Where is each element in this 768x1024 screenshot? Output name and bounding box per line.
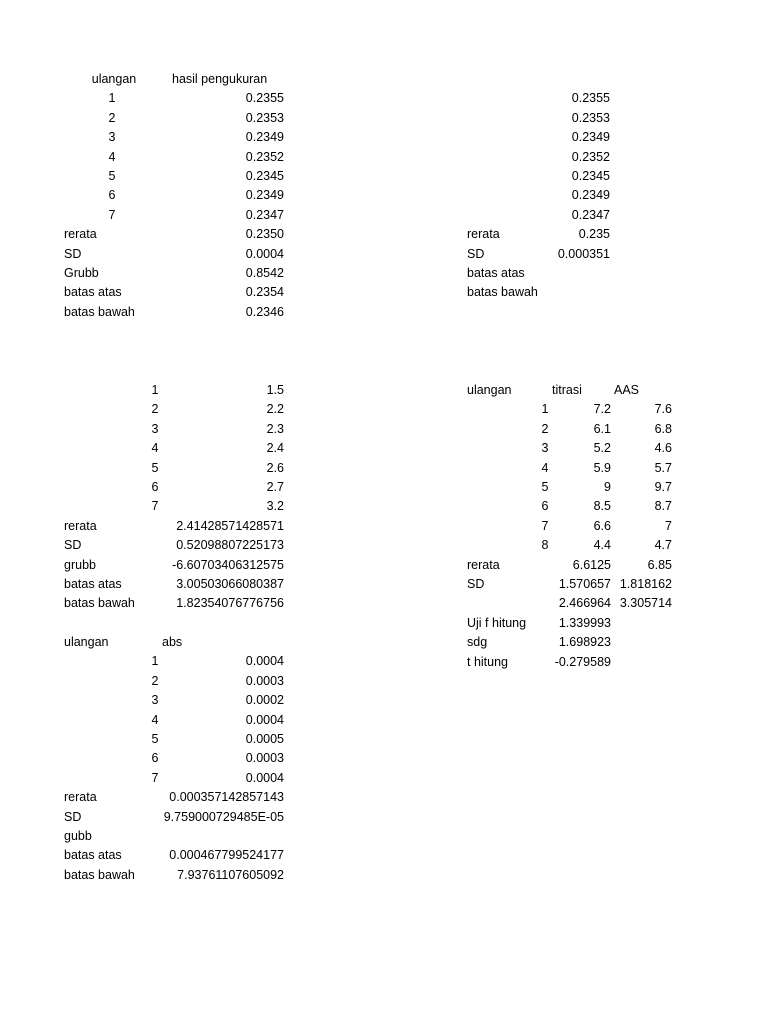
stat-value: 3.00503066080387	[176, 577, 284, 591]
stat-label: SD	[64, 538, 82, 553]
row-value: 0.0003	[245, 673, 284, 688]
row-index: 5	[151, 460, 159, 475]
row-value: 0.0003	[245, 751, 284, 766]
row-index: 5	[541, 480, 549, 494]
stat-label: rerata	[64, 518, 97, 533]
row-value: 0.2349	[245, 188, 284, 203]
row-index: 6	[108, 188, 116, 203]
stat-label: SD	[467, 246, 485, 261]
stat-value: 0.8542	[245, 266, 284, 280]
stat-value: 9.759000729485E-05	[163, 809, 284, 824]
row-index: 3	[151, 421, 159, 436]
row-value: 1.5	[266, 383, 284, 397]
row-value: 0.2352	[571, 149, 610, 164]
row-aas: 4.6	[654, 441, 672, 456]
row-value: 0.0002	[245, 693, 284, 708]
row-aas: 7	[665, 518, 672, 533]
row-index: 7	[541, 518, 549, 533]
row-value: 0.2355	[571, 91, 610, 106]
stat-aas: 3.305714	[619, 596, 672, 611]
row-index: 7	[151, 499, 159, 514]
row-value: 0.2347	[571, 207, 610, 222]
row-index: 2	[151, 673, 159, 688]
stat-label: rerata	[64, 227, 97, 242]
row-index: 5	[108, 169, 116, 183]
stat-aas: 6.85	[647, 557, 672, 572]
row-index: 1	[151, 383, 159, 397]
row-titrasi: 7.2	[593, 402, 611, 417]
row-index: 3	[151, 693, 159, 708]
row-aas: 6.8	[654, 421, 672, 436]
row-aas: 8.7	[654, 499, 672, 514]
stat-titrasi: -0.279589	[554, 654, 611, 669]
row-index: 8	[541, 538, 549, 553]
row-value: 0.2355	[245, 91, 284, 106]
stat-titrasi: 1.698923	[558, 635, 611, 650]
row-index: 2	[151, 402, 159, 417]
row-value: 0.2345	[571, 169, 610, 183]
stat-label: sdg	[467, 635, 488, 650]
row-value: 3.2	[266, 499, 284, 514]
stat-label: SD	[467, 577, 485, 591]
stat-value: 2.41428571428571	[176, 518, 284, 533]
stat-titrasi: 1.570657	[558, 577, 611, 591]
row-index: 3	[541, 441, 549, 456]
stat-label: Uji f hitung	[467, 615, 527, 630]
row-value: 0.2347	[245, 207, 284, 222]
row-titrasi: 4.4	[593, 538, 611, 553]
row-index: 4	[108, 149, 116, 164]
row-index: 4	[151, 712, 159, 727]
row-titrasi: 5.2	[593, 441, 611, 456]
stat-value: 0.0004	[245, 246, 284, 261]
row-index: 7	[108, 207, 116, 222]
row-index: 4	[151, 441, 159, 456]
row-aas: 5.7	[654, 460, 672, 475]
row-index: 2	[541, 421, 549, 436]
row-titrasi: 8.5	[593, 499, 611, 514]
stat-value: 0.2350	[245, 227, 284, 242]
header-aas: AAS	[614, 383, 640, 397]
row-value: 2.7	[266, 480, 284, 494]
row-value: 2.3	[266, 421, 284, 436]
row-aas: 4.7	[654, 538, 672, 553]
stat-label: batas atas	[64, 285, 122, 300]
stat-label: rerata	[64, 790, 97, 805]
row-aas: 7.6	[654, 402, 672, 417]
stat-label: batas atas	[467, 266, 525, 280]
header-ulangan: ulangan	[64, 635, 109, 649]
stat-label: batas bawah	[467, 285, 538, 300]
row-value: 0.2352	[245, 149, 284, 164]
row-index: 2	[108, 110, 116, 125]
row-value: 0.0004	[245, 770, 284, 785]
row-value: 0.0004	[245, 712, 284, 727]
row-value: 0.2353	[245, 110, 284, 125]
stat-value: 0.235	[578, 227, 610, 242]
stat-label: batas bawah	[64, 867, 135, 882]
row-index: 6	[151, 480, 159, 494]
stat-label: rerata	[467, 227, 500, 242]
row-titrasi: 9	[604, 480, 611, 494]
row-value: 0.2353	[571, 110, 610, 125]
row-index: 1	[151, 654, 159, 669]
stat-titrasi: 1.339993	[558, 615, 611, 630]
stat-value: 0.52098807225173	[176, 538, 284, 553]
row-index: 6	[151, 751, 159, 766]
stat-label: rerata	[467, 557, 500, 572]
stat-label: t hitung	[467, 654, 509, 669]
stat-value: 0.2354	[245, 285, 284, 300]
stat-label: batas bawah	[64, 596, 135, 611]
row-value: 0.0004	[245, 654, 284, 669]
row-index: 1	[541, 402, 549, 417]
row-value: 0.2349	[571, 130, 610, 145]
stat-value: 7.93761107605092	[177, 867, 284, 882]
stat-label: batas atas	[64, 848, 122, 863]
row-value: 0.2345	[245, 169, 284, 183]
stat-label: batas atas	[64, 577, 122, 591]
row-index: 5	[151, 732, 159, 746]
row-titrasi: 5.9	[593, 460, 611, 475]
stat-label: batas bawah	[64, 304, 135, 319]
header-titrasi: titrasi	[552, 383, 582, 397]
header-ulangan: ulangan	[91, 72, 137, 86]
row-value: 2.2	[266, 402, 284, 417]
row-index: 3	[108, 130, 116, 145]
stat-aas: 1.818162	[619, 577, 672, 591]
row-value: 0.2349	[571, 188, 610, 203]
row-index: 4	[541, 460, 549, 475]
row-index: 7	[151, 770, 159, 785]
stat-value: 1.82354076776756	[176, 596, 284, 611]
stat-value: 0.000351	[557, 246, 610, 261]
row-titrasi: 6.6	[593, 518, 611, 533]
row-value: 2.6	[266, 460, 284, 475]
row-value: 0.0005	[245, 732, 284, 746]
header-hasil-pengukuran: hasil pengukuran	[172, 72, 268, 86]
stat-label: grubb	[64, 557, 96, 572]
row-aas: 9.7	[654, 480, 672, 494]
row-index: 1	[108, 91, 116, 106]
stat-label: SD	[64, 246, 82, 261]
row-titrasi: 6.1	[593, 421, 611, 436]
stat-label: SD	[64, 809, 82, 824]
stat-value: 0.000357142857143	[169, 790, 284, 805]
row-value: 0.2349	[245, 130, 284, 145]
row-value: 2.4	[266, 441, 284, 456]
stat-value: -6.60703406312575	[172, 557, 284, 572]
stat-titrasi: 2.466964	[558, 596, 611, 611]
header-abs: abs	[162, 635, 183, 649]
stat-value: 0.2346	[245, 304, 284, 319]
stat-value: 0.000467799524177	[169, 848, 284, 863]
stat-titrasi: 6.6125	[572, 557, 611, 572]
stat-label: gubb	[64, 829, 92, 843]
stat-label: Grubb	[64, 266, 99, 280]
row-index: 6	[541, 499, 549, 514]
header-ulangan: ulangan	[467, 383, 512, 397]
